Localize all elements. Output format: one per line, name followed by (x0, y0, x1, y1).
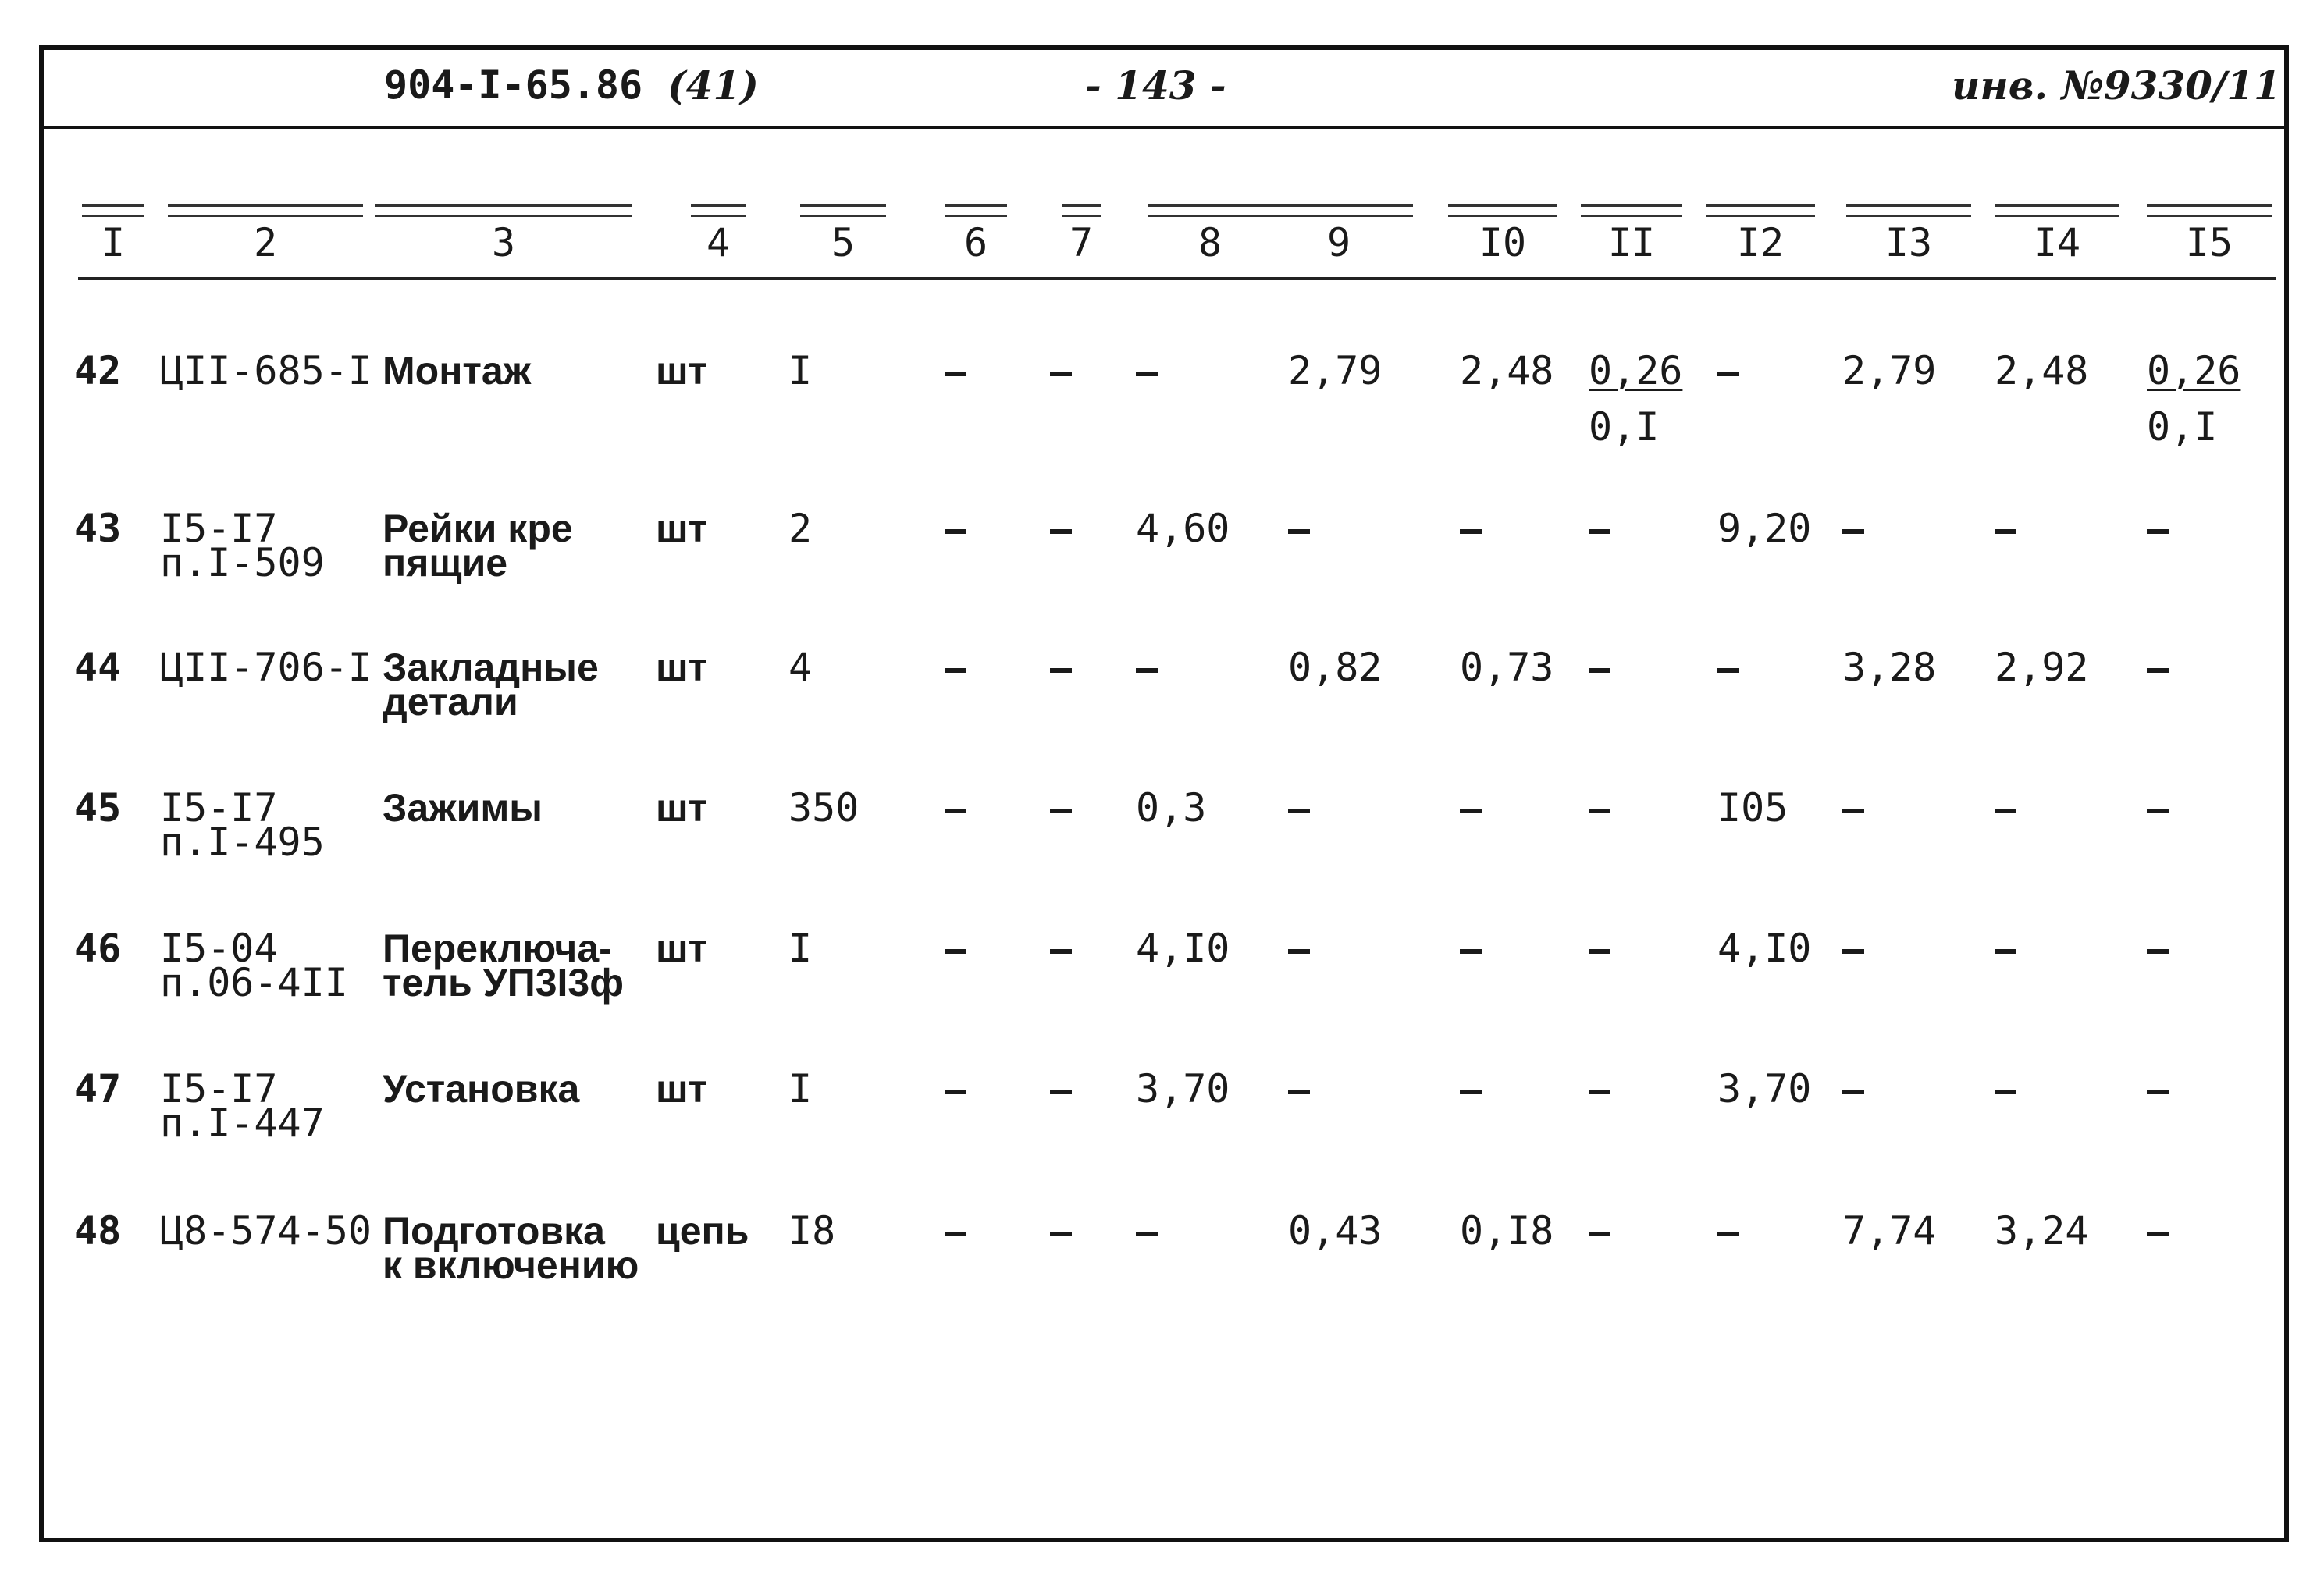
unit: шт (656, 786, 708, 830)
dash-mark (1460, 529, 1482, 534)
row-number: 46 (74, 926, 122, 971)
dash-mark (1995, 1090, 2016, 1094)
row-number: 47 (74, 1066, 122, 1111)
dash-mark (1288, 1090, 1310, 1094)
value-c9 (1288, 509, 1310, 548)
value-c13 (1842, 929, 1864, 968)
item-code: I5-I7 (160, 506, 278, 551)
column-header-7: 7 (1069, 220, 1094, 265)
column-header-5: 5 (831, 220, 856, 265)
dash-mark (1589, 1232, 1610, 1236)
item-name: Рейки кре (383, 507, 573, 550)
value-c11 (1589, 788, 1610, 827)
value-c14: 2,48 (1995, 348, 2089, 393)
column-header-3: 3 (491, 220, 516, 265)
header-double-rule (1062, 204, 1101, 217)
dash-mark (1136, 668, 1158, 673)
value-c9 (1288, 788, 1310, 827)
dash-mark (1842, 809, 1864, 813)
item-name: Подготовка (383, 1209, 605, 1253)
dash-mark (2147, 949, 2169, 954)
dash-mark (2147, 668, 2169, 673)
item-name: Переключа- (383, 926, 612, 970)
header-double-rule (1995, 204, 2119, 217)
dash-mark (1717, 372, 1739, 376)
value-c10 (1460, 788, 1482, 827)
row-number: 44 (74, 645, 122, 690)
header-double-rule (2147, 204, 2272, 217)
dash-mark (1050, 1232, 1072, 1236)
value-c11 (1589, 648, 1610, 687)
quantity: I (788, 926, 813, 971)
header-double-rule (1581, 204, 1682, 217)
item-code: Ц8-574-50 (160, 1208, 372, 1254)
value-c12: 4,I0 (1717, 926, 1812, 971)
dash-mark (1589, 529, 1610, 534)
dash-mark (1136, 1232, 1158, 1236)
item-name: детали (383, 680, 518, 724)
column-header-1: I (101, 220, 126, 265)
value-c12: I05 (1717, 785, 1788, 830)
column-header-12: I2 (1736, 220, 1785, 265)
dash-mark (1589, 949, 1610, 954)
sheet-mark: (41) (667, 62, 759, 108)
value-c15 (2147, 1211, 2169, 1250)
dash-mark (1995, 809, 2016, 813)
item-code: п.I-509 (160, 540, 325, 585)
value-c8: 4,I0 (1136, 926, 1230, 971)
item-code: I5-I7 (160, 1066, 278, 1111)
dash-mark (945, 809, 966, 813)
header-double-rule (82, 204, 144, 217)
quantity: I8 (788, 1208, 836, 1254)
dash-mark (1995, 949, 2016, 954)
dash-mark (1717, 1232, 1739, 1236)
unit: шт (656, 507, 708, 550)
unit: цепь (656, 1209, 749, 1253)
inventory-number: инв. №9330/11 (1952, 62, 2281, 108)
dash-mark (1842, 1090, 1864, 1094)
value-c8 (1136, 351, 1158, 390)
value-c15-lower: 0,I (2147, 404, 2218, 450)
dash-mark (1050, 372, 1072, 376)
dash-mark (1995, 529, 2016, 534)
value-c13: 7,74 (1842, 1208, 1937, 1254)
header-double-rule (1448, 204, 1557, 217)
row-number: 43 (74, 506, 122, 551)
value-c12 (1717, 351, 1739, 390)
dash-mark (1050, 1090, 1072, 1094)
value-c10: 0,I8 (1460, 1208, 1554, 1254)
value-c9 (1288, 929, 1310, 968)
value-c9 (1288, 1069, 1310, 1108)
value-c13 (1842, 788, 1864, 827)
dash-mark (1717, 668, 1739, 673)
document-code: 904-I-65.86 (384, 62, 643, 108)
item-name: тель УП3I3ф (383, 961, 624, 1005)
dash-mark (1842, 949, 1864, 954)
value-c13 (1842, 1069, 1864, 1108)
value-c6 (945, 929, 966, 968)
dash-mark (945, 372, 966, 376)
value-c14: 2,92 (1995, 645, 2089, 690)
unit: шт (656, 926, 708, 970)
value-c11 (1589, 1211, 1610, 1250)
value-c13 (1842, 509, 1864, 548)
column-header-15: I5 (2185, 220, 2233, 265)
value-c12 (1717, 1211, 1739, 1250)
quantity: I (788, 1066, 813, 1111)
dash-mark (1288, 809, 1310, 813)
value-c10 (1460, 929, 1482, 968)
dash-mark (1589, 1090, 1610, 1094)
dash-mark (1460, 1090, 1482, 1094)
value-c15 (2147, 788, 2169, 827)
item-code: п.I-447 (160, 1101, 325, 1146)
quantity: 350 (788, 785, 859, 830)
dash-mark (2147, 809, 2169, 813)
quantity: 2 (788, 506, 813, 551)
column-header-9: 9 (1326, 220, 1351, 265)
header-double-rule (1265, 204, 1413, 217)
item-name: Закладные (383, 645, 599, 689)
header-divider (39, 126, 2289, 129)
header-double-rule (375, 204, 632, 217)
dash-mark (2147, 1090, 2169, 1094)
column-header-13: I3 (1884, 220, 1933, 265)
dash-mark (1589, 809, 1610, 813)
value-c7 (1050, 648, 1072, 687)
header-double-rule (800, 204, 886, 217)
value-c13: 3,28 (1842, 645, 1937, 690)
value-c13: 2,79 (1842, 348, 1937, 393)
value-c6 (945, 351, 966, 390)
value-c11 (1589, 1069, 1610, 1108)
column-header-11: II (1607, 220, 1656, 265)
value-c6 (945, 648, 966, 687)
value-c7 (1050, 788, 1072, 827)
column-header-10: I0 (1479, 220, 1527, 265)
item-code: ЦII-706-I (160, 645, 372, 690)
header-double-rule (945, 204, 1007, 217)
dash-mark (1460, 949, 1482, 954)
value-c15: 0,26 (2147, 348, 2241, 393)
value-c6 (945, 509, 966, 548)
dash-mark (1589, 668, 1610, 673)
item-name: пящие (383, 541, 508, 585)
value-c6 (945, 1211, 966, 1250)
value-c12 (1717, 648, 1739, 687)
value-c12: 3,70 (1717, 1066, 1812, 1111)
item-code: п.06-4II (160, 960, 348, 1005)
value-c14 (1995, 509, 2016, 548)
page-number: - 143 - (1085, 62, 1226, 108)
dash-mark (1050, 809, 1072, 813)
dash-mark (1288, 949, 1310, 954)
dash-mark (2147, 529, 2169, 534)
quantity: 4 (788, 645, 813, 690)
value-c11-lower: 0,I (1589, 404, 1660, 450)
column-header-4: 4 (706, 220, 731, 265)
dash-mark (945, 1232, 966, 1236)
column-header-14: I4 (2033, 220, 2081, 265)
value-c11 (1589, 509, 1610, 548)
dash-mark (1050, 949, 1072, 954)
value-c9: 0,43 (1288, 1208, 1383, 1254)
column-header-8: 8 (1198, 220, 1223, 265)
column-header-6: 6 (963, 220, 988, 265)
item-code: I5-I7 (160, 785, 278, 830)
header-double-rule (168, 204, 363, 217)
unit: шт (656, 1067, 708, 1111)
value-c10 (1460, 509, 1482, 548)
dash-mark (945, 529, 966, 534)
unit: шт (656, 349, 708, 393)
dash-mark (1460, 809, 1482, 813)
value-c8: 0,3 (1136, 785, 1207, 830)
unit: шт (656, 645, 708, 689)
value-c10 (1460, 1069, 1482, 1108)
dash-mark (1288, 529, 1310, 534)
value-c14 (1995, 929, 2016, 968)
item-name: Монтаж (383, 349, 532, 393)
value-c8: 4,60 (1136, 506, 1230, 551)
item-name: к включению (383, 1243, 639, 1287)
value-c15 (2147, 648, 2169, 687)
item-code: п.I-495 (160, 820, 325, 865)
value-c10: 2,48 (1460, 348, 1554, 393)
value-c15 (2147, 929, 2169, 968)
item-code: ЦII-685-I (160, 348, 372, 393)
value-c14 (1995, 788, 2016, 827)
value-c7 (1050, 509, 1072, 548)
value-c11 (1589, 929, 1610, 968)
header-double-rule (691, 204, 746, 217)
value-c7 (1050, 929, 1072, 968)
dash-mark (1842, 529, 1864, 534)
value-c8 (1136, 648, 1158, 687)
dash-mark (945, 668, 966, 673)
quantity: I (788, 348, 813, 393)
header-double-rule (1148, 204, 1272, 217)
value-c6 (945, 788, 966, 827)
value-c9: 0,82 (1288, 645, 1383, 690)
value-c12: 9,20 (1717, 506, 1812, 551)
dash-mark (945, 1090, 966, 1094)
value-c8 (1136, 1211, 1158, 1250)
value-c7 (1050, 351, 1072, 390)
row-number: 48 (74, 1208, 122, 1254)
dash-mark (2147, 1232, 2169, 1236)
dash-mark (945, 949, 966, 954)
value-c11: 0,26 (1589, 348, 1683, 393)
dash-mark (1136, 372, 1158, 376)
value-c7 (1050, 1069, 1072, 1108)
value-c14: 3,24 (1995, 1208, 2089, 1254)
dash-mark (1050, 668, 1072, 673)
value-c10: 0,73 (1460, 645, 1554, 690)
dash-mark (1050, 529, 1072, 534)
row-number: 42 (74, 348, 122, 393)
item-name: Зажимы (383, 786, 543, 830)
value-c7 (1050, 1211, 1072, 1250)
value-c14 (1995, 1069, 2016, 1108)
value-c15 (2147, 1069, 2169, 1108)
column-header-2: 2 (253, 220, 278, 265)
value-c9: 2,79 (1288, 348, 1383, 393)
value-c15 (2147, 509, 2169, 548)
header-double-rule (1846, 204, 1971, 217)
item-name: Установка (383, 1067, 580, 1111)
item-code: I5-04 (160, 926, 278, 971)
value-c6 (945, 1069, 966, 1108)
header-bottom-rule (78, 277, 2276, 280)
row-number: 45 (74, 785, 122, 830)
header-double-rule (1706, 204, 1815, 217)
value-c8: 3,70 (1136, 1066, 1230, 1111)
